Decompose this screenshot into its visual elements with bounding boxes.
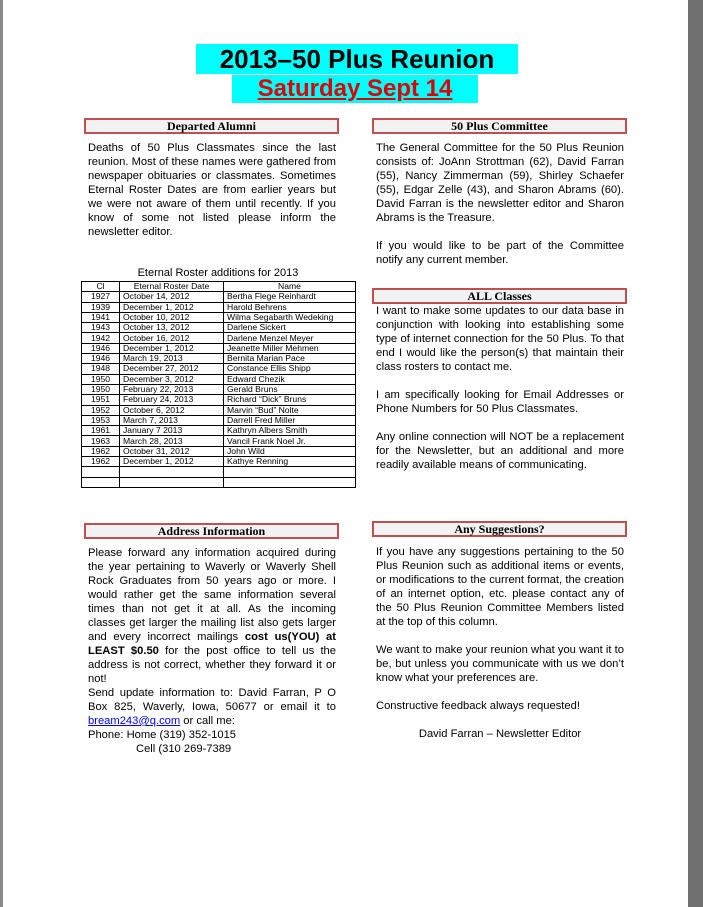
- cell-roster-date: March 19, 2013: [120, 354, 224, 364]
- cell-class-year: 1962: [82, 457, 120, 467]
- table-row: [82, 415, 356, 425]
- cell-name: [224, 477, 356, 487]
- cell-class-year: 1950: [82, 374, 120, 384]
- table-row: [82, 395, 356, 405]
- cell-name: Bernita Marian Pace: [224, 354, 356, 364]
- cell-roster-date: [120, 477, 224, 487]
- eternal-roster-table: [81, 281, 356, 488]
- cell-class-year: [82, 477, 120, 487]
- cell-roster-date: December 1, 2012: [120, 457, 224, 467]
- table-row: [82, 467, 356, 477]
- column-header-class: Cl: [82, 282, 120, 292]
- cell-class-year: 1946: [82, 354, 120, 364]
- cell-roster-date: December 1, 2012: [120, 302, 224, 312]
- cell-name: [224, 467, 356, 477]
- table-row: [82, 364, 356, 374]
- cell-name: Constance Ellis Shipp: [224, 364, 356, 374]
- cell-class-year: 1927: [82, 292, 120, 302]
- table-row: [82, 384, 356, 394]
- cell-roster-date: October 31, 2012: [120, 446, 224, 456]
- cell-roster-date: March 7, 2013: [120, 415, 224, 425]
- table-row: [82, 302, 356, 312]
- cell-name: Harold Behrens: [224, 302, 356, 312]
- cell-roster-date: October 16, 2012: [120, 333, 224, 343]
- cell-class-year: 1962: [82, 446, 120, 456]
- cell-name: Darlene Menzel Meyer: [224, 333, 356, 343]
- phone-cell: Cell (310 269-7389: [136, 743, 232, 755]
- cell-class-year: 1943: [82, 323, 120, 333]
- cell-class-year: 1941: [82, 312, 120, 322]
- cell-roster-date: February 24, 2013: [120, 395, 224, 405]
- table-row: [82, 374, 356, 384]
- cell-roster-date: [120, 467, 224, 477]
- cell-class-year: 1942: [82, 333, 120, 343]
- cell-roster-date: January 7 2013: [120, 426, 224, 436]
- table-row: [82, 312, 356, 322]
- table-row: [82, 477, 356, 487]
- cell-name: Jeanette Miller Mehmen: [224, 343, 356, 353]
- suggestions-text: If you have any suggestions pertaining to the 50 Plus Reunion such as additional items or events, or modifications to the current format, the creation of an internet option, etc. please contact any of the 50 Plus Reunion Committee Members listed at the top of this column. We want to make your reunion what you want it to be, but unless you communicate with us we don’t know what your preferences are. Constructive feedback always requested! David Farran – Newsletter Editor: [376, 546, 624, 740]
- table-row: [82, 292, 356, 302]
- all-classes-text: I want to make some updates to our data base in conjunction with looking into establishing some type of internet connection for the 50 Plus. To that end I would like the person(s) that maintain their class rosters to contact me. I am specifically looking for Email Addresses or Phone Numbers for 50 Plus Classmates. Any online connection will NOT be a replacement for the Newsletter, but an additional and more readily available means of communicating.: [376, 305, 624, 471]
- cell-name: Bertha Flege Reinhardt: [224, 292, 356, 302]
- cell-roster-date: February 22, 2013: [120, 384, 224, 394]
- cell-class-year: 1951: [82, 395, 120, 405]
- phone-home: Phone: Home (319) 352-1015: [88, 729, 237, 741]
- cell-name: Vancil Frank Noel Jr.: [224, 436, 356, 446]
- address-info-text: Please forward any information acquired during the year pertaining to Waverly or Waverly Shell Rock Graduates from 50 years ago or more. I would rather get the same information several times than not get it at all. As the incoming classes get larger the mailing list also gets larger and every incorrect mailings cost us(YOU) at LEAST $0.50 for the post office to tell us the address is not correct, whether they forward it or not! Send update information to: David Farran, P O Box 825, Waverly, Iowa, 50677 or email it to bream243@q.com or call me: Phone: Home (319) 352-1015 Cell (310 269-7389: [88, 547, 337, 755]
- committee-heading: 50 Plus Committee: [372, 118, 627, 134]
- column-header-name: Name: [224, 282, 356, 292]
- table-row: [82, 323, 356, 333]
- cell-name: Wilma Segabarth Wedeking: [224, 312, 356, 322]
- editor-signature: David Farran – Newsletter Editor: [418, 728, 582, 740]
- departed-alumni-text: Deaths of 50 Plus Classmates since the last reunion. Most of these names were gathered from newspaper obituaries or classmates. Sometimes Eternal Roster Dates are from earlier years but we were not aware of them until recently. If you know of some not listed please inform the newsletter editor.: [88, 142, 336, 238]
- cell-name: Edward Chezik: [224, 374, 356, 384]
- committee-text: The General Committee for the 50 Plus Reunion consists of: JoAnn Strottman (62), David Farran (55), Nancy Zimmerman (59), Shirley Schaefer (55), Edgar Zelle (43), and Sharon Abrams (60). David Farran is the newsletter editor and Sharon Abrams is the Treasure. If you would like to be part of the Committee notify any current member.: [376, 142, 624, 266]
- cell-class-year: 1948: [82, 364, 120, 374]
- cell-class-year: 1946: [82, 343, 120, 353]
- newsletter-subtitle: Saturday Sept 14: [232, 75, 478, 103]
- cell-roster-date: October 10, 2012: [120, 312, 224, 322]
- cell-roster-date: December 3, 2012: [120, 374, 224, 384]
- cell-roster-date: October 13, 2012: [120, 323, 224, 333]
- table-row: [82, 446, 356, 456]
- cell-class-year: 1961: [82, 426, 120, 436]
- table-row: [82, 343, 356, 353]
- newsletter-title: 2013–50 Plus Reunion: [196, 44, 518, 74]
- roster-table-caption: Eternal Roster additions for 2013: [137, 267, 299, 279]
- cell-roster-date: December 1, 2012: [120, 343, 224, 353]
- cell-name: John Wild: [224, 446, 356, 456]
- cell-class-year: 1963: [82, 436, 120, 446]
- page-left-edge: [0, 0, 3, 907]
- table-row: [82, 354, 356, 364]
- cell-class-year: 1950: [82, 384, 120, 394]
- departed-alumni-heading: Departed Alumni: [84, 118, 339, 134]
- roster-table-body: [82, 292, 356, 488]
- cell-name: Darrell Fred Miller: [224, 415, 356, 425]
- cell-name: Gerald Bruns: [224, 384, 356, 394]
- cell-name: Darlene Sickert: [224, 323, 356, 333]
- table-row: [82, 457, 356, 467]
- table-header-row: [82, 282, 356, 292]
- table-row: [82, 436, 356, 446]
- table-row: [82, 426, 356, 436]
- cell-class-year: 1952: [82, 405, 120, 415]
- table-row: [82, 405, 356, 415]
- cell-name: Kathye Renning: [224, 457, 356, 467]
- cell-class-year: [82, 467, 120, 477]
- cell-roster-date: October 14, 2012: [120, 292, 224, 302]
- cell-roster-date: October 6, 2012: [120, 405, 224, 415]
- email-link[interactable]: bream243@q.com: [88, 715, 181, 727]
- cell-class-year: 1953: [82, 415, 120, 425]
- column-header-date: Eternal Roster Date: [120, 282, 224, 292]
- table-row: [82, 333, 356, 343]
- cell-name: Kathryn Albers Smith: [224, 426, 356, 436]
- window-right-edge: [688, 0, 703, 907]
- suggestions-heading: Any Suggestions?: [372, 521, 627, 537]
- all-classes-heading: ALL Classes: [372, 288, 627, 304]
- address-info-heading: Address Information: [84, 523, 339, 539]
- cell-name: Marvin “Bud” Nolte: [224, 405, 356, 415]
- cell-roster-date: March 28, 2013: [120, 436, 224, 446]
- cell-name: Richard “Dick” Bruns: [224, 395, 356, 405]
- cell-roster-date: December 27, 2012: [120, 364, 224, 374]
- cell-class-year: 1939: [82, 302, 120, 312]
